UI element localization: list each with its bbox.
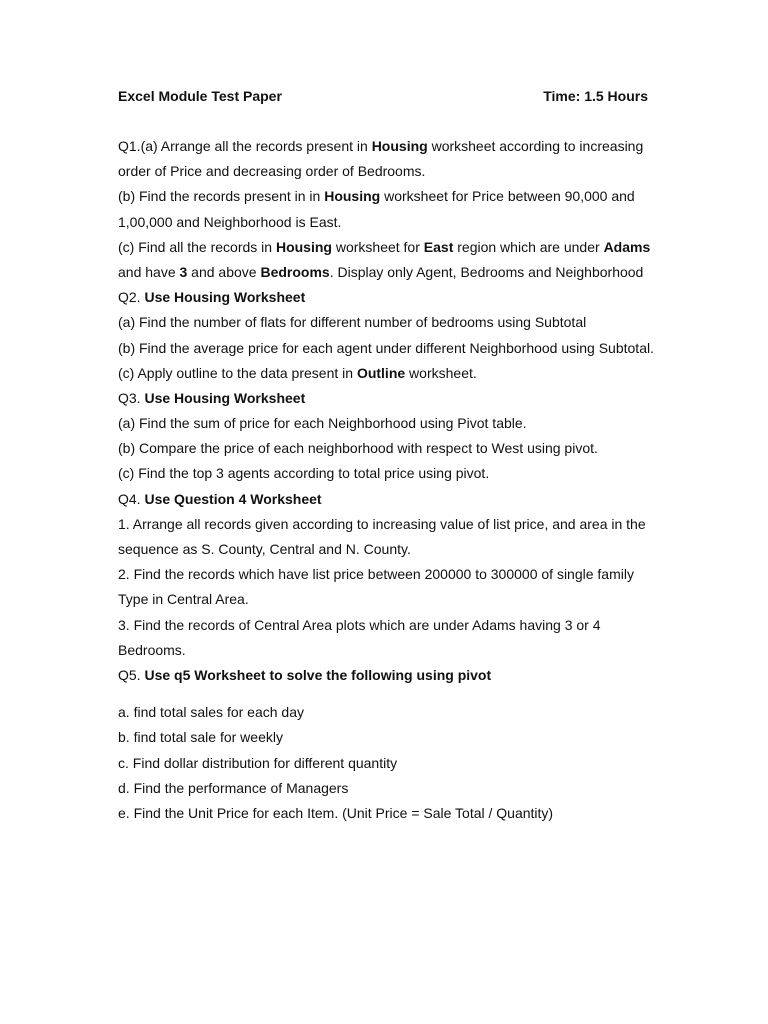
text-segment: 1,00,000 and Neighborhood is East. bbox=[118, 213, 342, 230]
text-line bbox=[118, 260, 678, 285]
text-segment: c. Find dollar distribution for different quantity bbox=[118, 754, 398, 771]
text-segment: Q3. bbox=[118, 389, 145, 406]
text-segment: region which are under bbox=[453, 238, 604, 255]
text-line bbox=[118, 235, 678, 260]
text-line bbox=[118, 776, 678, 801]
text-segment: Q4. bbox=[118, 490, 145, 507]
text-line bbox=[118, 587, 678, 612]
text-segment: e. Find the Unit Price for each Item. (Unit Price = Sale Total / Quantity) bbox=[118, 804, 554, 821]
spacer bbox=[118, 688, 678, 700]
text-segment: order of Price and decreasing order of Bedrooms. bbox=[118, 163, 426, 180]
text-segment: (c) Find the top 3 agents according to total price using pivot. bbox=[118, 465, 490, 482]
text-segment: Q2. bbox=[118, 289, 145, 306]
text-line bbox=[118, 512, 678, 537]
bold-text: 3 bbox=[179, 263, 188, 280]
text-segment: Type in Central Area. bbox=[118, 591, 249, 608]
text-segment: worksheet. bbox=[405, 364, 477, 381]
question-body bbox=[118, 134, 678, 826]
text-line bbox=[118, 285, 678, 310]
text-line bbox=[118, 801, 678, 826]
text-segment: (c) Apply outline to the data present in bbox=[118, 364, 357, 381]
text-line bbox=[118, 184, 678, 209]
text-segment: (b) Find the average price for each agent under different Neighborhood using Subtotal. bbox=[118, 339, 654, 356]
text-segment: sequence as S. County, Central and N. County. bbox=[118, 541, 411, 557]
text-line bbox=[118, 638, 678, 663]
text-segment: d. Find the performance of Managers bbox=[118, 779, 349, 796]
text-segment: b. find total sale for weekly bbox=[118, 729, 283, 746]
text-line bbox=[118, 663, 678, 688]
text-line bbox=[118, 210, 678, 235]
text-segment: (a) Find the number of flats for different number of bedrooms using Subtotal bbox=[118, 314, 587, 331]
bold-text: Bedrooms bbox=[260, 263, 330, 280]
text-line bbox=[118, 700, 678, 725]
text-segment: (b) Compare the price of each neighborhood with respect to West using pivot. bbox=[118, 440, 598, 457]
text-segment: worksheet for Price between 90,000 and bbox=[380, 188, 635, 205]
text-line bbox=[118, 436, 678, 461]
bold-text: Housing bbox=[371, 138, 428, 154]
text-segment: Q5. bbox=[118, 666, 145, 683]
bold-text: Use q5 Worksheet to solve the following using pivot bbox=[144, 666, 492, 683]
bold-text: Adams bbox=[603, 238, 651, 255]
text-segment: . Display only Agent, Bedrooms and Neighborhood bbox=[329, 263, 644, 280]
bold-text: Use Question 4 Worksheet bbox=[144, 490, 322, 507]
text-segment: and above bbox=[187, 263, 261, 280]
text-segment: worksheet for bbox=[331, 238, 424, 255]
text-segment: Bedrooms. bbox=[118, 641, 186, 658]
bold-text: Housing bbox=[275, 238, 332, 255]
text-line bbox=[118, 386, 678, 411]
bold-text: East bbox=[423, 238, 454, 255]
header bbox=[118, 86, 648, 106]
bold-text: Use Housing Worksheet bbox=[144, 389, 306, 406]
text-line bbox=[118, 159, 678, 184]
text-segment: 1. Arrange all records given according to increasing value of list price, and area in the bbox=[118, 515, 646, 532]
bold-text: Housing bbox=[324, 188, 381, 205]
text-line bbox=[118, 461, 678, 486]
time-limit: Time: 1.5 Hours bbox=[543, 88, 648, 104]
text-line bbox=[118, 751, 678, 776]
text-line bbox=[118, 613, 678, 638]
text-segment: (b) Find the records present in in bbox=[118, 188, 325, 205]
text-segment: and have bbox=[118, 263, 180, 280]
text-segment: 3. Find the records of Central Area plots which are under Adams having 3 or 4 bbox=[118, 616, 601, 633]
text-line bbox=[118, 361, 678, 386]
text-line bbox=[118, 537, 678, 562]
document-title: Excel Module Test Paper bbox=[118, 88, 282, 104]
text-line bbox=[118, 336, 678, 361]
bold-text: Use Housing Worksheet bbox=[144, 289, 306, 306]
text-segment: worksheet according to increasing bbox=[427, 138, 644, 154]
bold-text: Outline bbox=[356, 364, 406, 381]
text-line bbox=[118, 725, 678, 750]
text-segment: (c) Find all the records in bbox=[118, 238, 276, 255]
text-line bbox=[118, 411, 678, 436]
text-line bbox=[118, 310, 678, 335]
text-segment: 2. Find the records which have list price between 200000 to 300000 of single family bbox=[118, 566, 634, 583]
text-segment: (a) Find the sum of price for each Neighborhood using Pivot table. bbox=[118, 415, 527, 432]
text-line bbox=[118, 134, 678, 159]
text-line bbox=[118, 562, 678, 587]
text-segment: Q1.(a) Arrange all the records present in bbox=[118, 138, 372, 154]
text-segment: a. find total sales for each day bbox=[118, 704, 304, 721]
text-line bbox=[118, 487, 678, 512]
